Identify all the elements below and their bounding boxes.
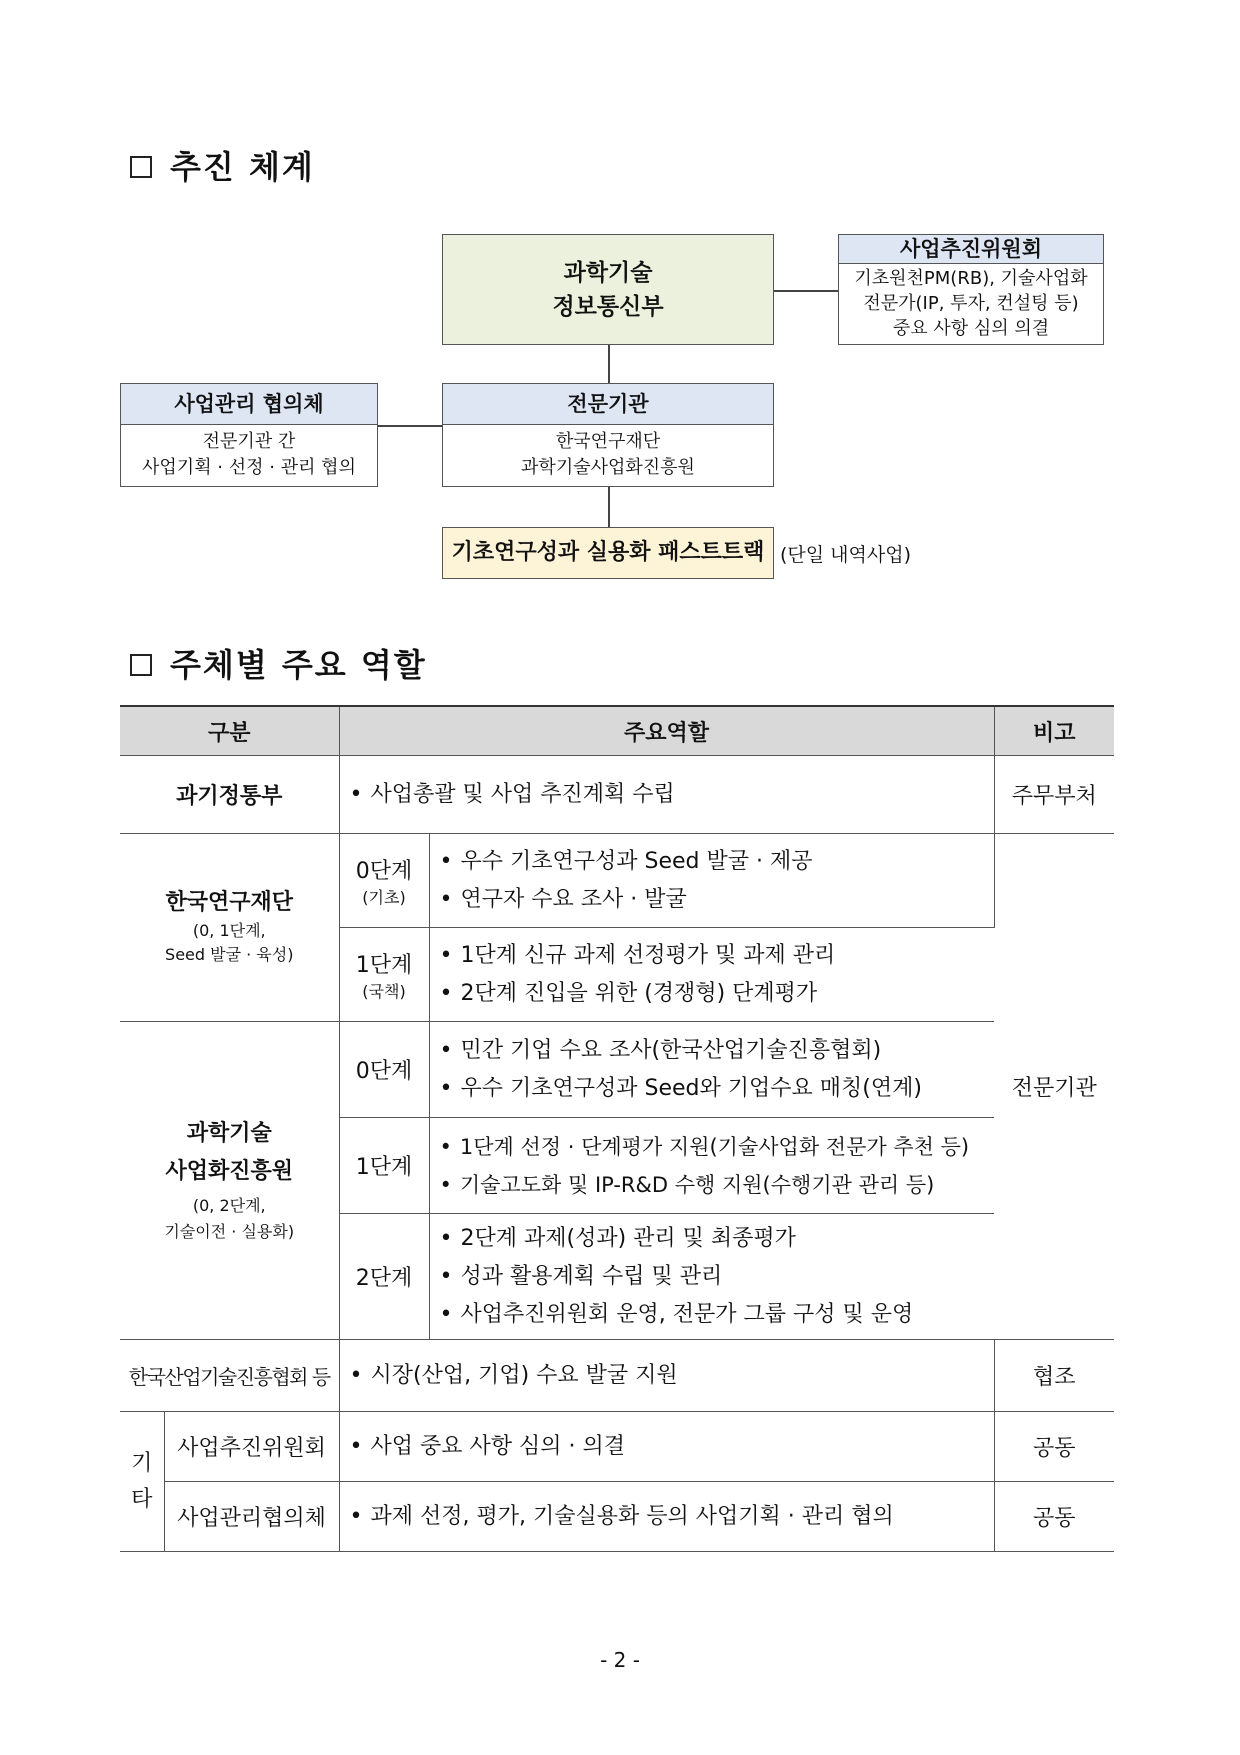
- bullet-icon: •: [439, 980, 453, 1006]
- committee-title: 사업추진위원회: [839, 235, 1103, 264]
- table-row: [120, 834, 1114, 928]
- bullet-icon: •: [439, 1075, 453, 1101]
- table-row: [120, 1482, 1114, 1552]
- role-text: 우수 기초연구성과 Seed와 기업수요 매칭(연계): [460, 1075, 922, 1101]
- etc-committee-note: 공동: [994, 1412, 1114, 1482]
- connector-line: [608, 487, 610, 527]
- bullet-icon: •: [439, 1172, 452, 1197]
- etc-label: [120, 1412, 164, 1552]
- role-text: 1단계 선정 · 단계평가 지원(기술사업화 전문가 추천 등): [459, 1134, 970, 1159]
- nrf-name: 한국연구재단: [165, 890, 293, 915]
- row-koita-note: 협조: [994, 1340, 1114, 1412]
- council-line1: 전문기관 간: [202, 431, 296, 452]
- section-title-roles: [130, 640, 427, 686]
- stage-sub: (국책): [362, 981, 406, 1001]
- ministry-line1: 과학기술: [563, 259, 653, 286]
- etc-label1: 기: [131, 1450, 153, 1476]
- bullet-icon: •: [349, 1433, 363, 1459]
- compa-stage0-roles: [429, 1022, 994, 1118]
- role-text: 민간 기업 수요 조사(한국산업기술진흥협회): [460, 1037, 882, 1063]
- bullet-icon: •: [439, 886, 453, 912]
- council-title: 사업관리 협의체: [121, 384, 377, 425]
- compa-stage0-label: 0단계: [339, 1022, 429, 1118]
- compa-name1: 과학기술: [186, 1120, 272, 1146]
- agency-line2: 과학기술사업화진흥원: [521, 457, 695, 478]
- section-title-text: 주체별 주요 역할: [170, 646, 427, 684]
- table-row: [120, 1022, 1114, 1118]
- etc-committee-role: [339, 1412, 994, 1482]
- bullet-icon: •: [439, 1037, 453, 1063]
- role-text: 사업총괄 및 사업 추진계획 수립: [370, 781, 675, 807]
- header-roles: 주요역할: [339, 706, 994, 756]
- row-msit-role: [339, 756, 994, 834]
- nrf-sub1: (0, 1단계,: [192, 921, 266, 940]
- role-text: 사업 중요 사항 심의 · 의결: [370, 1433, 625, 1459]
- bullet-icon: •: [439, 942, 453, 968]
- connector-line: [608, 345, 610, 383]
- section-title-structure: [130, 142, 315, 188]
- compa-stage1-label: 1단계: [339, 1118, 429, 1214]
- row-msit-name: 과기정통부: [120, 756, 339, 834]
- role-text: 우수 기초연구성과 Seed 발굴 · 제공: [460, 848, 813, 874]
- role-text: 2단계 과제(성과) 관리 및 최종평가: [460, 1225, 796, 1251]
- ministry-box: [442, 234, 774, 345]
- bullet-icon: •: [349, 1503, 363, 1529]
- agency-box: [442, 383, 774, 487]
- row-nrf-name: [120, 834, 339, 1022]
- committee-line2: 전문가(IP, 투자, 컨설팅 등): [863, 293, 1079, 314]
- role-text: 기술고도화 및 IP-R&D 수행 지원(수행기관 관리 등): [459, 1172, 935, 1197]
- stage-label: 1단계: [355, 952, 413, 978]
- row-koita-name: 한국산업기술진흥협회 등: [120, 1340, 339, 1412]
- bullet-icon: •: [439, 848, 453, 874]
- role-text: 연구자 수요 조사 · 발굴: [460, 886, 687, 912]
- compa-stage2-label: 2단계: [339, 1214, 429, 1340]
- committee-line3: 중요 사항 심의 의결: [892, 318, 1050, 339]
- role-text: 과제 선정, 평가, 기술실용화 등의 사업기획 · 관리 협의: [370, 1503, 894, 1529]
- committee-line1: 기초원천PM(RB), 기술사업화: [854, 268, 1088, 289]
- program-note: (단일 내역사업): [780, 544, 911, 566]
- committee-box: [838, 234, 1104, 345]
- roles-table: [120, 705, 1114, 1552]
- compa-sub2: 기술이전 · 실용화): [164, 1221, 295, 1241]
- bullet-icon: •: [349, 1362, 363, 1388]
- checkbox-square-icon: [130, 654, 152, 676]
- agency-line1: 한국연구재단: [555, 431, 661, 452]
- bullet-icon: •: [439, 1263, 453, 1289]
- nrf-stage1-label: [339, 928, 429, 1022]
- row-compa-name: [120, 1022, 339, 1340]
- etc-label2: 타: [131, 1486, 153, 1512]
- role-text: 시장(산업, 기업) 수요 발굴 지원: [370, 1362, 678, 1388]
- compa-name2: 사업화진흥원: [165, 1158, 293, 1184]
- agency-note: 전문기관: [994, 834, 1114, 1340]
- council-box: [120, 383, 378, 487]
- nrf-stage0-roles: [429, 834, 994, 928]
- bullet-icon: •: [439, 1225, 453, 1251]
- compa-sub1: (0, 2단계,: [192, 1195, 266, 1215]
- nrf-stage0-label: [339, 834, 429, 928]
- header-note: 비고: [994, 706, 1114, 756]
- row-koita-role: [339, 1340, 994, 1412]
- bullet-icon: •: [439, 1301, 453, 1327]
- connector-line: [774, 290, 838, 292]
- header-category: 구분: [120, 706, 339, 756]
- stage-sub: (기초): [362, 887, 406, 907]
- page-number: - 2 -: [600, 1648, 640, 1672]
- bullet-icon: •: [439, 1134, 452, 1159]
- role-text: 사업추진위원회 운영, 전문가 그룹 구성 및 운영: [460, 1301, 914, 1327]
- council-line2: 사업기획 · 선정 · 관리 협의: [142, 457, 356, 478]
- section-title-text: 추진 체계: [170, 148, 315, 186]
- compa-stage1-roles: [429, 1118, 994, 1214]
- table-row: [120, 756, 1114, 834]
- etc-council-role: [339, 1482, 994, 1552]
- compa-stage2-roles: [429, 1214, 994, 1340]
- program-box: [442, 527, 774, 579]
- bullet-icon: •: [349, 781, 363, 807]
- row-msit-note: 주무부처: [994, 756, 1114, 834]
- etc-council-name: 사업관리협의체: [164, 1482, 339, 1552]
- table-row: [120, 1340, 1114, 1412]
- role-text: 성과 활용계획 수립 및 관리: [460, 1263, 723, 1289]
- connector-line: [378, 425, 443, 427]
- ministry-line2: 정보통신부: [552, 293, 664, 320]
- checkbox-square-icon: [130, 156, 152, 178]
- stage-label: 0단계: [355, 858, 413, 884]
- nrf-sub2: Seed 발굴 · 육성): [165, 945, 294, 964]
- table-header-row: [120, 706, 1114, 756]
- role-text: 1단계 신규 과제 선정평가 및 과제 관리: [460, 942, 836, 968]
- role-text: 2단계 진입을 위한 (경쟁형) 단계평가: [460, 980, 818, 1006]
- etc-committee-name: 사업추진위원회: [164, 1412, 339, 1482]
- etc-council-note: 공동: [994, 1482, 1114, 1552]
- nrf-stage1-roles: [429, 928, 994, 1022]
- agency-title: 전문기관: [443, 384, 773, 425]
- program-title: 기초연구성과 실용화 패스트트랙: [451, 540, 765, 565]
- table-row: [120, 1412, 1114, 1482]
